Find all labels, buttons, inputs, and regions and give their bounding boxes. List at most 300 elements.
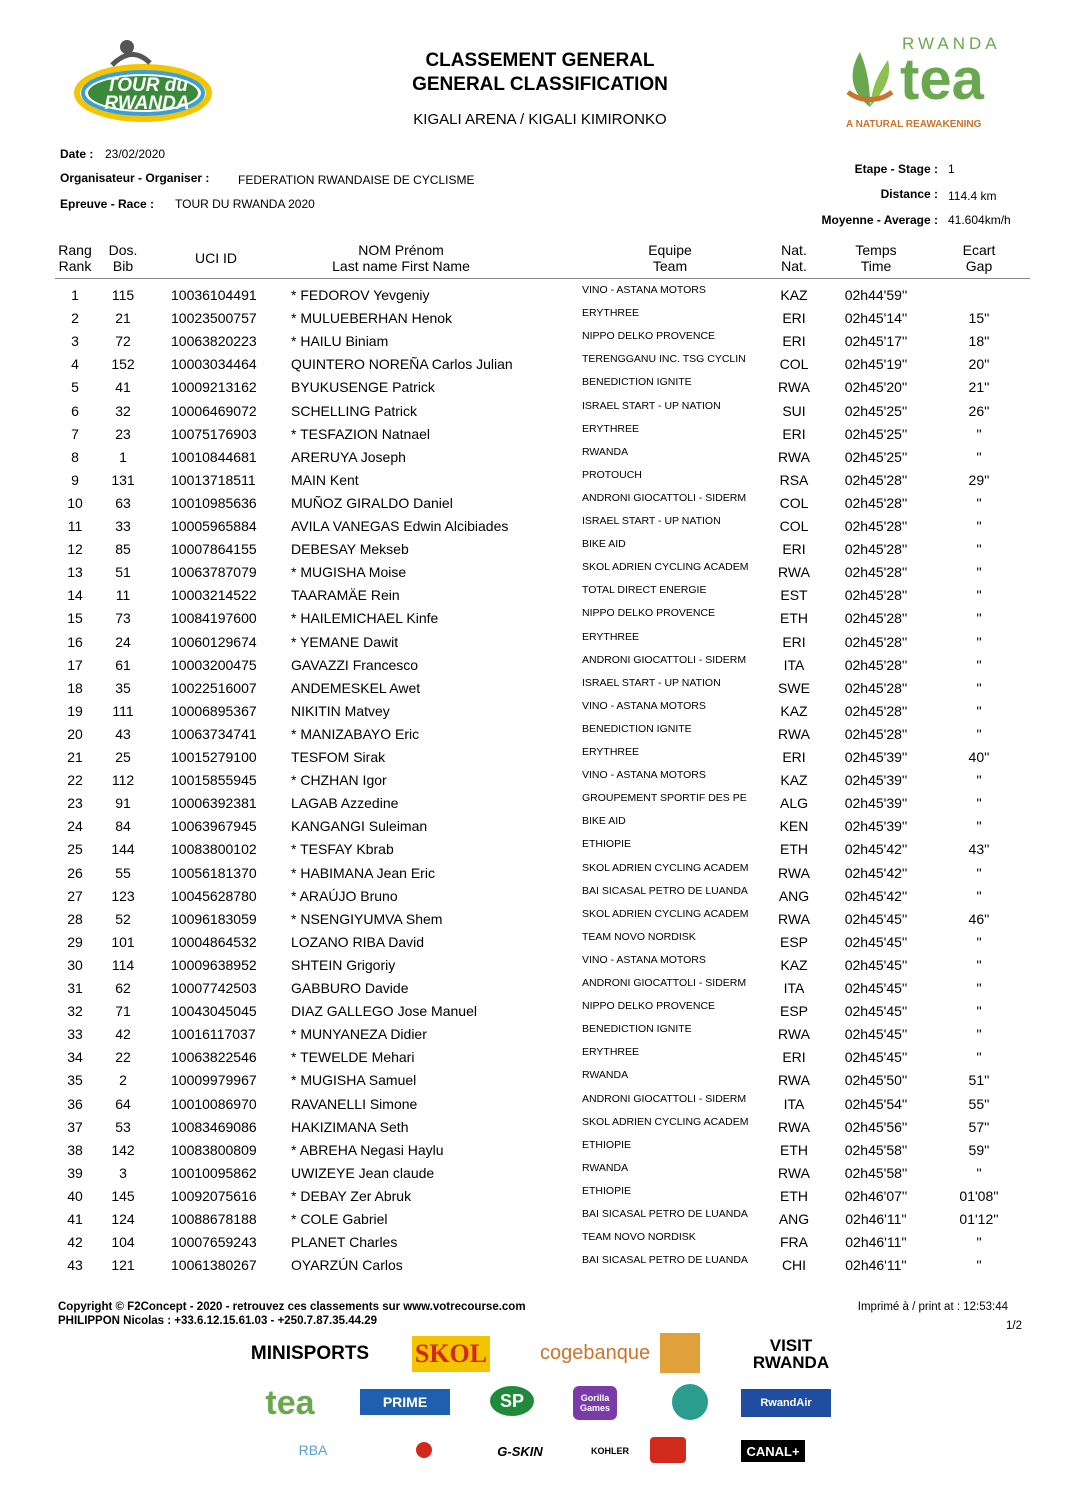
- cell-time: 02h45'58'': [844, 1141, 908, 1158]
- table-row: [0, 723, 1080, 746]
- cell-uci: 10015855945: [171, 772, 257, 789]
- cell-name: HAKIZIMANA Seth: [291, 1118, 409, 1135]
- cell-uci: 10013718511: [171, 471, 256, 488]
- cell-bib: 152: [111, 356, 135, 373]
- stage-value: 1: [948, 162, 955, 176]
- skol-logo: SKOL: [412, 1336, 490, 1372]
- cell-gap: '': [976, 1164, 982, 1181]
- cell-rank: 39: [67, 1164, 83, 1181]
- cell-rank: 38: [67, 1141, 83, 1158]
- cell-name: DEBESAY Mekseb: [291, 541, 409, 558]
- cell-bib: 101: [111, 933, 135, 950]
- cell-team: ISRAEL START - UP NATION: [582, 676, 721, 689]
- cell-name: MAIN Kent: [291, 471, 359, 488]
- cell-name: OYARZÚN Carlos: [291, 1257, 403, 1274]
- cell-bib: 51: [115, 564, 131, 581]
- cell-nat: RWA: [778, 1118, 810, 1135]
- cell-gap: '': [976, 448, 982, 465]
- cell-team: RWANDA: [582, 1069, 629, 1082]
- cell-team: BAI SICASAL PETRO DE LUANDA: [582, 884, 748, 897]
- cell-uci: 10083800102: [171, 841, 257, 858]
- rwanda-tea-sponsor-logo: tea: [265, 1383, 315, 1422]
- header-divider: [55, 278, 1030, 279]
- cell-bib: 64: [115, 1095, 131, 1112]
- cell-team: ISRAEL START - UP NATION: [582, 399, 721, 412]
- cell-nat: ITA: [783, 656, 805, 673]
- cell-time: 02h46'07'': [844, 1187, 908, 1204]
- cell-name: ARERUYA Joseph: [291, 448, 406, 465]
- cell-team: BAI SICASAL PETRO DE LUANDA: [582, 1254, 748, 1267]
- cell-bib: 32: [115, 402, 131, 419]
- cell-team: ANDRONI GIOCATTOLI - SIDERM: [582, 491, 747, 504]
- cell-team: VINO - ASTANA MOTORS: [582, 699, 706, 712]
- cell-time: 02h45'28'': [844, 610, 908, 627]
- cell-team: TOTAL DIRECT ENERGIE: [582, 584, 707, 597]
- cell-name: BYUKUSENGE Patrick: [291, 379, 435, 396]
- cell-team: GROUPEMENT SPORTIF DES PE: [582, 792, 747, 805]
- table-row: [0, 1069, 1080, 1092]
- cell-uci: 10016117037: [171, 1026, 256, 1043]
- cell-rank: 12: [67, 541, 83, 558]
- cell-team: BENEDICTION IGNITE: [582, 722, 692, 735]
- cell-uci: 10003034464: [171, 356, 257, 373]
- table-row: [0, 607, 1080, 630]
- cell-gap: '': [976, 679, 982, 696]
- table-row: [0, 792, 1080, 815]
- cell-gap: '': [976, 541, 982, 558]
- cell-gap: 26'': [968, 402, 990, 419]
- cell-bib: 71: [115, 1003, 131, 1020]
- cell-team: BENEDICTION IGNITE: [582, 1023, 692, 1036]
- cell-name: * MANIZABAYO Eric: [291, 725, 420, 742]
- cell-gap: '': [976, 702, 982, 719]
- cell-bib: 131: [111, 471, 135, 488]
- minisports-logo: MINISPORTS: [250, 1343, 370, 1364]
- cell-team: VINO - ASTANA MOTORS: [582, 953, 706, 966]
- cell-gap: 57'': [968, 1118, 990, 1135]
- cell-time: 02h45'45'': [844, 956, 908, 973]
- cell-uci: 10009979967: [171, 1072, 257, 1089]
- cell-team: ERYTHREE: [582, 422, 639, 435]
- cell-name: * NSENGIYUMVA Shem: [291, 910, 443, 927]
- cell-nat: ESP: [779, 1003, 808, 1020]
- cell-rank: 31: [67, 980, 83, 996]
- cell-gap: '': [976, 818, 982, 835]
- cell-bib: 22: [115, 1049, 131, 1066]
- table-row: [0, 1162, 1080, 1185]
- cell-bib: 142: [111, 1141, 135, 1158]
- cell-time: 02h46'11'': [845, 1234, 907, 1251]
- cell-nat: EST: [780, 587, 808, 604]
- cell-gap: '': [976, 425, 982, 442]
- cell-bib: 144: [111, 841, 135, 858]
- cell-nat: ERI: [782, 310, 806, 327]
- table-row: [0, 376, 1080, 399]
- cell-nat: RWA: [778, 910, 810, 927]
- cell-rank: 21: [67, 749, 83, 765]
- cell-rank: 3: [71, 333, 79, 350]
- table-row: [0, 862, 1080, 885]
- cell-uci: 10063822546: [171, 1049, 257, 1066]
- cell-rank: 16: [67, 633, 83, 650]
- table-row: [0, 307, 1080, 330]
- cell-rank: 32: [67, 1003, 83, 1020]
- cell-name: * HAILEMICHAEL Kinfe: [291, 610, 439, 627]
- col-nat: Nat. Nat.: [781, 242, 807, 274]
- cell-time: 02h45'20'': [844, 379, 908, 396]
- cell-gap: 01'12'': [959, 1211, 999, 1227]
- bella-flowers-logo: [412, 1438, 462, 1462]
- cell-rank: 30: [67, 956, 83, 973]
- cell-gap: '': [976, 725, 982, 742]
- table-row: [0, 284, 1080, 307]
- cell-rank: 18: [67, 679, 83, 696]
- cell-nat: ERI: [782, 541, 806, 558]
- cell-time: 02h45'28'': [844, 587, 908, 604]
- cell-name: KANGANGI Suleiman: [291, 818, 428, 835]
- cell-bib: 33: [115, 518, 131, 534]
- cell-team: SKOL ADRIEN CYCLING ACADEM: [582, 561, 749, 574]
- cell-time: 02h45'39'': [844, 795, 908, 812]
- cogebanque-logo: cogebanque: [539, 1341, 651, 1364]
- cell-time: 02h45'45'': [844, 910, 908, 927]
- cell-gap: '': [976, 1234, 982, 1251]
- cell-team: ANDRONI GIOCATTOLI - SIDERM: [582, 1092, 747, 1105]
- table-row: [0, 746, 1080, 769]
- cell-uci: 10022516007: [171, 679, 257, 696]
- cell-nat: RWA: [778, 379, 810, 396]
- copyright: Copyright © F2Concept - 2020 - retrouvez ces classements sur www.votrecourse.com: [58, 1301, 526, 1313]
- culina-logo: [650, 1437, 686, 1463]
- cell-rank: 2: [71, 310, 79, 327]
- cell-gap: 20'': [968, 356, 990, 373]
- cell-uci: 10063787079: [171, 564, 257, 581]
- cell-name: LOZANO RIBA David: [291, 933, 425, 950]
- cell-bib: 111: [112, 702, 134, 719]
- cell-gap: 55'': [968, 1095, 990, 1112]
- cell-uci: 10088678188: [171, 1211, 257, 1227]
- average-label: Moyenne - Average :: [821, 213, 938, 227]
- cell-nat: SWE: [778, 679, 810, 696]
- cell-rank: 27: [67, 887, 83, 904]
- table-row: [0, 1139, 1080, 1162]
- cell-time: 02h45'42'': [844, 887, 908, 904]
- cell-nat: KAZ: [780, 287, 808, 303]
- cell-gap: '': [976, 933, 982, 950]
- cell-uci: 10007864155: [171, 541, 257, 558]
- table-row: [0, 353, 1080, 376]
- cell-nat: ANG: [778, 1211, 810, 1227]
- table-row: [0, 561, 1080, 584]
- table-row: [0, 1046, 1080, 1069]
- cell-nat: RWA: [778, 1164, 810, 1181]
- table-row: [0, 908, 1080, 931]
- cell-bib: 23: [115, 425, 131, 442]
- cell-bib: 3: [119, 1164, 127, 1181]
- cell-rank: 23: [67, 795, 83, 812]
- table-row: [0, 584, 1080, 607]
- cell-uci: 10092075616: [171, 1187, 257, 1204]
- average-value: 41.604km/h: [948, 213, 1011, 227]
- cell-name: * ABREHA Negasi Haylu: [291, 1141, 444, 1158]
- cell-rank: 13: [67, 564, 83, 581]
- invange-logo: [672, 1384, 708, 1420]
- table-row: [0, 446, 1080, 469]
- cell-gap: '': [976, 1049, 982, 1066]
- cell-team: RWANDA: [582, 445, 629, 458]
- cell-gap: 18'': [968, 333, 990, 350]
- cell-rank: 35: [67, 1072, 83, 1089]
- cell-uci: 10096183059: [171, 910, 257, 927]
- col-bib: Dos. Bib: [108, 242, 138, 274]
- cell-rank: 5: [71, 379, 79, 396]
- cell-time: 02h45'42'': [844, 864, 908, 881]
- cell-nat: RWA: [778, 448, 810, 465]
- cell-team: PROTOUCH: [582, 468, 642, 481]
- cell-time: 02h45'39'': [844, 818, 908, 835]
- cell-gap: 51'': [968, 1072, 990, 1089]
- cell-gap: 21'': [968, 379, 990, 396]
- cell-bib: 25: [115, 749, 131, 765]
- g-skin-logo: G-SKIN: [497, 1443, 543, 1459]
- table-row: [0, 1185, 1080, 1208]
- table-row: [0, 423, 1080, 446]
- tea-logo-tagline: A NATURAL REAWAKENING: [846, 119, 982, 130]
- cell-team: ETHIOPIE: [582, 1138, 632, 1151]
- cell-uci: 10003214522: [171, 587, 257, 604]
- cell-uci: 10010086970: [171, 1095, 257, 1112]
- cell-name: * CHZHAN Igor: [291, 772, 387, 789]
- cell-rank: 9: [71, 471, 79, 488]
- cell-gap: '': [976, 1003, 982, 1020]
- cell-name: GABBURO Davide: [291, 980, 409, 996]
- cell-bib: 55: [115, 864, 131, 881]
- cell-uci: 10006895367: [171, 702, 257, 719]
- cell-nat: COL: [779, 518, 809, 534]
- cube-logo: [660, 1333, 700, 1373]
- cell-team: SKOL ADRIEN CYCLING ACADEM: [582, 861, 749, 874]
- cell-nat: ESP: [779, 933, 808, 950]
- cell-rank: 37: [67, 1118, 83, 1135]
- cell-name: LAGAB Azzedine: [291, 795, 399, 812]
- cell-time: 02h45'28'': [844, 656, 908, 673]
- cell-rank: 8: [71, 448, 79, 465]
- cell-time: 02h45'45'': [844, 1026, 908, 1043]
- cell-nat: ERI: [782, 1049, 806, 1066]
- cell-nat: ERI: [782, 425, 806, 442]
- cell-uci: 10063734741: [171, 725, 257, 742]
- table-row: [0, 330, 1080, 353]
- cell-team: NIPPO DELKO PROVENCE: [582, 607, 716, 620]
- cell-uci: 10075176903: [171, 425, 257, 442]
- distance-label: Distance :: [880, 187, 938, 201]
- cell-rank: 33: [67, 1026, 83, 1043]
- date-value: 23/02/2020: [105, 147, 166, 161]
- cell-nat: ETH: [780, 1187, 808, 1204]
- cell-uci: 10045628780: [171, 887, 257, 904]
- cell-team: NIPPO DELKO PROVENCE: [582, 1000, 716, 1013]
- cell-gap: '': [976, 1257, 982, 1274]
- cell-bib: 104: [111, 1234, 135, 1251]
- cell-nat: ANG: [778, 887, 810, 904]
- cell-time: 02h45'17'': [844, 333, 908, 350]
- col-gap: Ecart Gap: [962, 242, 996, 274]
- date-label: Date :: [60, 147, 94, 161]
- cell-uci: 10061380267: [171, 1257, 257, 1274]
- cell-bib: 73: [115, 610, 131, 627]
- cell-bib: 52: [115, 910, 131, 927]
- cell-bib: 21: [115, 310, 131, 327]
- cell-nat: COL: [779, 356, 809, 373]
- cell-team: RWANDA: [582, 1161, 629, 1174]
- cell-nat: SUI: [782, 402, 806, 419]
- cell-nat: ERI: [782, 633, 806, 650]
- sp-logo: SP: [490, 1386, 534, 1416]
- cell-uci: 10036104491: [171, 287, 257, 303]
- cell-team: NIPPO DELKO PROVENCE: [582, 330, 716, 343]
- cell-name: SCHELLING Patrick: [291, 402, 418, 419]
- title-en: GENERAL CLASSIFICATION: [412, 74, 668, 95]
- cell-nat: RWA: [778, 1026, 810, 1043]
- cell-gap: '': [976, 887, 982, 904]
- cell-gap: '': [976, 610, 982, 627]
- cell-team: TERENGGANU INC. TSG CYCLIN: [582, 353, 746, 366]
- cell-name: * DEBAY Zer Abruk: [291, 1187, 412, 1204]
- cell-name: NIKITIN Matvey: [291, 702, 390, 719]
- cell-time: 02h45'25'': [844, 448, 908, 465]
- cell-uci: 10084197600: [171, 610, 257, 627]
- cell-nat: RSA: [779, 471, 809, 488]
- cell-name: * TESFAY Kbrab: [291, 841, 394, 858]
- cell-bib: 1: [119, 448, 127, 465]
- visit-rwanda-logo: VISIT RWANDA: [752, 1336, 830, 1372]
- cell-time: 02h45'56'': [844, 1118, 908, 1135]
- cell-time: 02h45'28'': [844, 564, 908, 581]
- cell-time: 02h45'28'': [844, 494, 908, 511]
- cell-uci: 10010844681: [171, 448, 257, 465]
- cell-rank: 20: [67, 725, 83, 742]
- cell-team: ERYTHREE: [582, 630, 639, 643]
- cell-bib: 84: [115, 818, 131, 835]
- cell-name: * YEMANE Dawit: [291, 633, 399, 650]
- cell-bib: 42: [115, 1026, 131, 1043]
- cell-bib: 145: [111, 1187, 135, 1204]
- cell-nat: KAZ: [780, 702, 808, 719]
- cell-uci: 10009638952: [171, 956, 257, 973]
- canal-plus-logo: CANAL+: [741, 1440, 805, 1462]
- cell-time: 02h45'45'': [844, 1049, 908, 1066]
- cell-bib: 115: [111, 287, 135, 303]
- cell-nat: RWA: [778, 1072, 810, 1089]
- cell-rank: 42: [67, 1234, 83, 1251]
- cell-name: ANDEMESKEL Awet: [291, 679, 421, 696]
- cell-nat: ERI: [782, 333, 806, 350]
- col-team: Equipe Team: [648, 242, 692, 274]
- cell-gap: '': [976, 587, 982, 604]
- cell-time: 02h45'45'': [844, 933, 908, 950]
- organiser-label: Organisateur - Organiser :: [60, 171, 210, 185]
- cell-rank: 26: [67, 864, 83, 881]
- table-row: [0, 1093, 1080, 1116]
- cell-rank: 19: [67, 702, 83, 719]
- cell-name: * MUGISHA Samuel: [291, 1072, 417, 1089]
- cell-nat: COL: [779, 494, 809, 511]
- cell-name: PLANET Charles: [291, 1234, 398, 1251]
- cell-name: * FEDOROV Yevgeniy: [291, 287, 430, 303]
- cell-time: 02h45'58'': [844, 1164, 908, 1181]
- cell-name: QUINTERO NOREÑA Carlos Julian: [291, 356, 513, 373]
- cell-rank: 1: [71, 287, 79, 303]
- cell-uci: 10006469072: [171, 402, 257, 419]
- cell-name: SHTEIN Grigoriy: [291, 956, 396, 973]
- cell-nat: ALG: [779, 795, 808, 812]
- cell-name: * COLE Gabriel: [291, 1211, 388, 1227]
- cell-team: ERYTHREE: [582, 307, 639, 320]
- cell-uci: 10004864532: [171, 933, 257, 950]
- cell-uci: 10083469086: [171, 1118, 257, 1135]
- cell-time: 02h46'11'': [845, 1211, 907, 1227]
- rwandair-logo: RwandAir: [741, 1389, 831, 1417]
- cell-bib: 85: [115, 541, 131, 558]
- cell-rank: 17: [67, 656, 83, 673]
- col-uci: UCI ID: [195, 250, 237, 266]
- cell-bib: 114: [111, 956, 135, 973]
- cell-gap: 29'': [968, 471, 990, 488]
- cell-time: 02h45'28'': [844, 471, 908, 488]
- cell-bib: 63: [115, 494, 131, 511]
- table-row: [0, 1116, 1080, 1139]
- cell-rank: 7: [71, 425, 79, 442]
- cell-rank: 4: [71, 356, 79, 373]
- table-row: [0, 654, 1080, 677]
- cell-rank: 22: [67, 772, 83, 789]
- table-row: [0, 1023, 1080, 1046]
- cell-team: VINO - ASTANA MOTORS: [582, 284, 706, 296]
- cell-rank: 40: [67, 1187, 83, 1204]
- cell-nat: KAZ: [780, 772, 808, 789]
- cell-team: SKOL ADRIEN CYCLING ACADEM: [582, 907, 749, 920]
- stage-label: Etape - Stage :: [854, 162, 938, 176]
- cell-rank: 10: [67, 494, 83, 511]
- cell-bib: 11: [115, 587, 131, 604]
- cell-bib: 124: [111, 1211, 135, 1227]
- table-row: [0, 677, 1080, 700]
- cell-nat: ETH: [780, 1141, 808, 1158]
- cell-rank: 28: [67, 910, 83, 927]
- cell-team: VINO - ASTANA MOTORS: [582, 769, 706, 782]
- cell-uci: 10007659243: [171, 1234, 257, 1251]
- table-row: [0, 838, 1080, 861]
- cell-name: * HAILU Biniam: [291, 333, 389, 350]
- cell-gap: '': [976, 864, 982, 881]
- cell-time: 02h45'39'': [844, 772, 908, 789]
- cell-team: TEAM NOVO NORDISK: [582, 930, 696, 943]
- cell-name: * MULUEBERHAN Henok: [291, 310, 453, 327]
- cell-gap: '': [976, 1026, 982, 1043]
- cell-time: 02h45'50'': [844, 1072, 908, 1089]
- rba-logo: RBA: [298, 1442, 328, 1458]
- table-row: [0, 1000, 1080, 1023]
- cell-name: * MUGISHA Moise: [291, 564, 407, 581]
- cell-nat: ETH: [780, 841, 808, 858]
- cell-nat: RWA: [778, 864, 810, 881]
- cell-time: 02h45'25'': [844, 402, 908, 419]
- table-row: [0, 1231, 1080, 1254]
- cell-time: 02h45'28'': [844, 679, 908, 696]
- cell-gap: 15'': [968, 310, 990, 327]
- cell-time: 02h45'28'': [844, 702, 908, 719]
- cell-name: RAVANELLI Simone: [291, 1095, 418, 1112]
